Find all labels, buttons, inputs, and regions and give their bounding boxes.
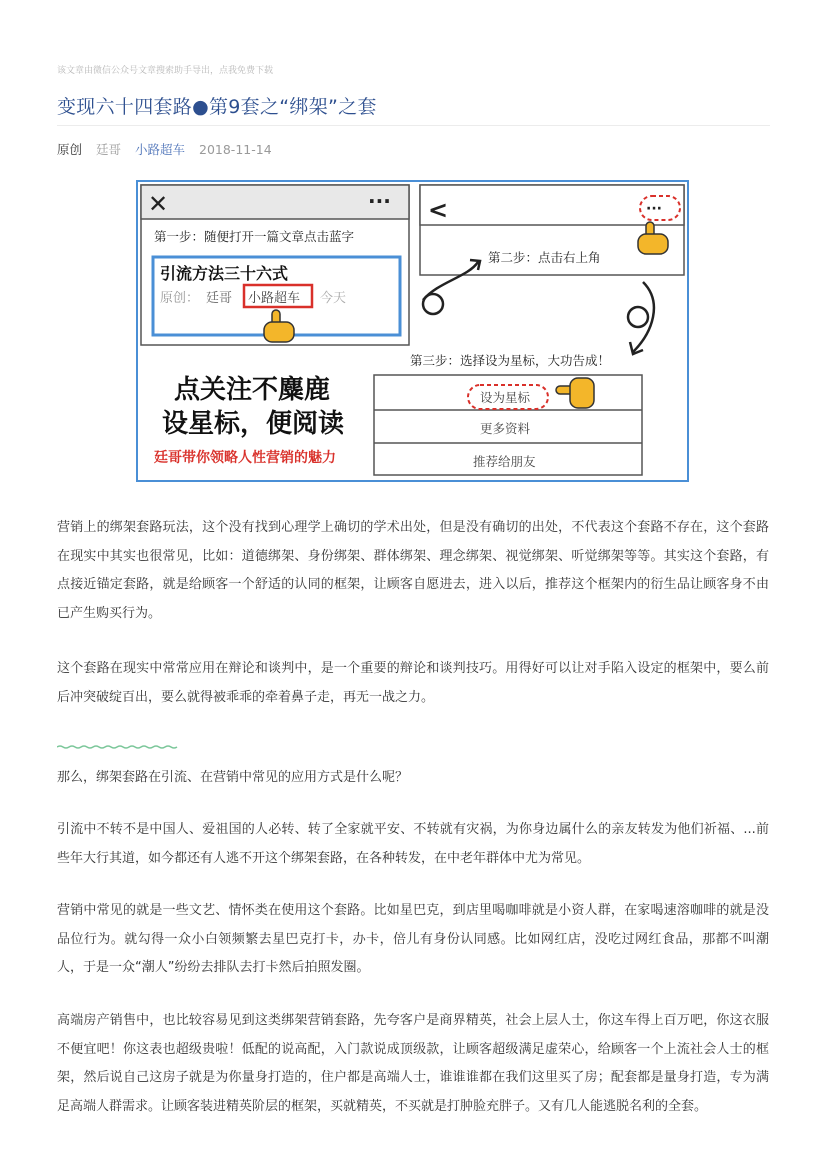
tagline: 廷哥带你领略人性营销的魅力	[154, 450, 336, 466]
phone-header-right	[420, 185, 684, 225]
menu-item-more-info: 更多资料	[480, 421, 531, 436]
arrow-to-step3	[630, 282, 654, 354]
more-icon-right: ···	[646, 201, 662, 217]
original-badge: 原创	[57, 142, 83, 157]
arrow-loop-2	[628, 307, 648, 327]
export-notice-link[interactable]: 该文章由微信公众号文章搜索助手导出，点我免费下载	[57, 66, 274, 76]
paragraph-5: 营销中常见的就是一些文艺、情怀类在使用这个套路。比如星巴克，到店里喝咖啡就是小资人群，在家喝速溶咖啡的就是没品位行为。就勾得一众小白领频繁去星巴克打卡，办卡，倍儿有身份认同感。比如网红店，没吃过网红食品，那都不叫潮人，于是一众“潮人”纷纷去排队去打卡然后拍照发圈。	[57, 903, 769, 975]
follow-guide-banner	[136, 180, 689, 482]
slogan-line1: 点关注不麋鹿	[174, 375, 331, 405]
menu-item-recommend: 推荐给朋友	[473, 454, 536, 469]
title-divider	[57, 125, 770, 126]
author-name: 廷哥	[96, 142, 122, 157]
more-icon: ···	[368, 189, 391, 213]
paragraph-2: 这个套路在现实中常常应用在辩论和谈判中，是一个重要的辩论和谈判技巧。用得好可以让对手陷入设定的框架中，要么前后冲突破绽百出，要么就得被乖乖的牵着鼻子走，再无一战之力。	[57, 661, 769, 705]
sample-account: 小路超车	[248, 291, 301, 306]
article-meta	[57, 140, 282, 158]
account-link[interactable]: 小路超车	[135, 142, 186, 157]
close-icon: ✕	[148, 190, 169, 218]
paragraph-4: 引流中不转不是中国人、爱祖国的人必转、转了全家就平安、不转就有灾祸，为你身边属什么的亲友转发为他们祈福、...前些年大行其道，如今都还有人逃不开这个绑架套路，在各种转发，在中老年群体中尤为常见。	[57, 822, 769, 866]
back-icon: <	[428, 196, 449, 224]
paragraph-3: 那么，绑架套路在引流、在营销中常见的应用方式是什么呢？	[57, 770, 409, 785]
arrow-loop-1	[423, 294, 443, 314]
section-divider	[57, 745, 179, 749]
sample-author: 廷哥	[206, 291, 233, 306]
step1-label: 第一步：随便打开一篇文章点击蓝字	[154, 229, 355, 244]
step2-label: 第二步：点击右上角	[488, 250, 601, 265]
step3-label: 第三步：选择设为星标，大功告成！	[410, 353, 611, 368]
paragraph-1: 营销上的绑架套路玩法，这个没有找到心理学上确切的学术出处，但是没有确切的出处，不代表这个套路不存在，这个套路在现实中其实也很常见，比如：道德绑架、身份绑架、群体绑架、理念绑架、视觉绑架、听觉绑架等等。其实这个套路，有点接近锚定套路，就是给顾客一个舒适的认同的框架，让顾客自愿进去，进入以后，推荐这个框架内的衍生品让顾客身不由已产生购买行为。	[57, 520, 769, 621]
sample-original-label: 原创：	[160, 291, 200, 306]
paragraph-6: 高端房产销售中，也比较容易见到这类绑架营销套路，先夸客户是商界精英，社会上层人士，你这车得上百万吧，你这衣服不便宜吧！你这表也超级贵啦！低配的说高配，入门款说成顶级款，让顾客超级满足虚荣心，给顾客一个上流社会人士的框架，然后说自己这房子就是为你量身打造的，住户都是高端人士，谁谁谁都在我们这里买了房；配套都是量身打造，专为满足高端人群需求。让顾客装进精英阶层的框架，买就精英，不买就是打肿脸充胖子。又有几人能逃脱名利的全套。	[57, 1013, 769, 1114]
menu-item-set-star: 设为星标	[480, 390, 531, 405]
slogan-line2: 设星标，便阅读	[162, 409, 345, 439]
follow-guide-illustration	[138, 182, 687, 480]
publish-date: 2018-11-14	[199, 142, 272, 157]
article-title: 变现六十四套路●第9套之“绑架”之套	[57, 96, 377, 118]
sample-article-title: 引流方法三十六式	[160, 264, 289, 283]
sample-time: 今天	[320, 291, 347, 306]
